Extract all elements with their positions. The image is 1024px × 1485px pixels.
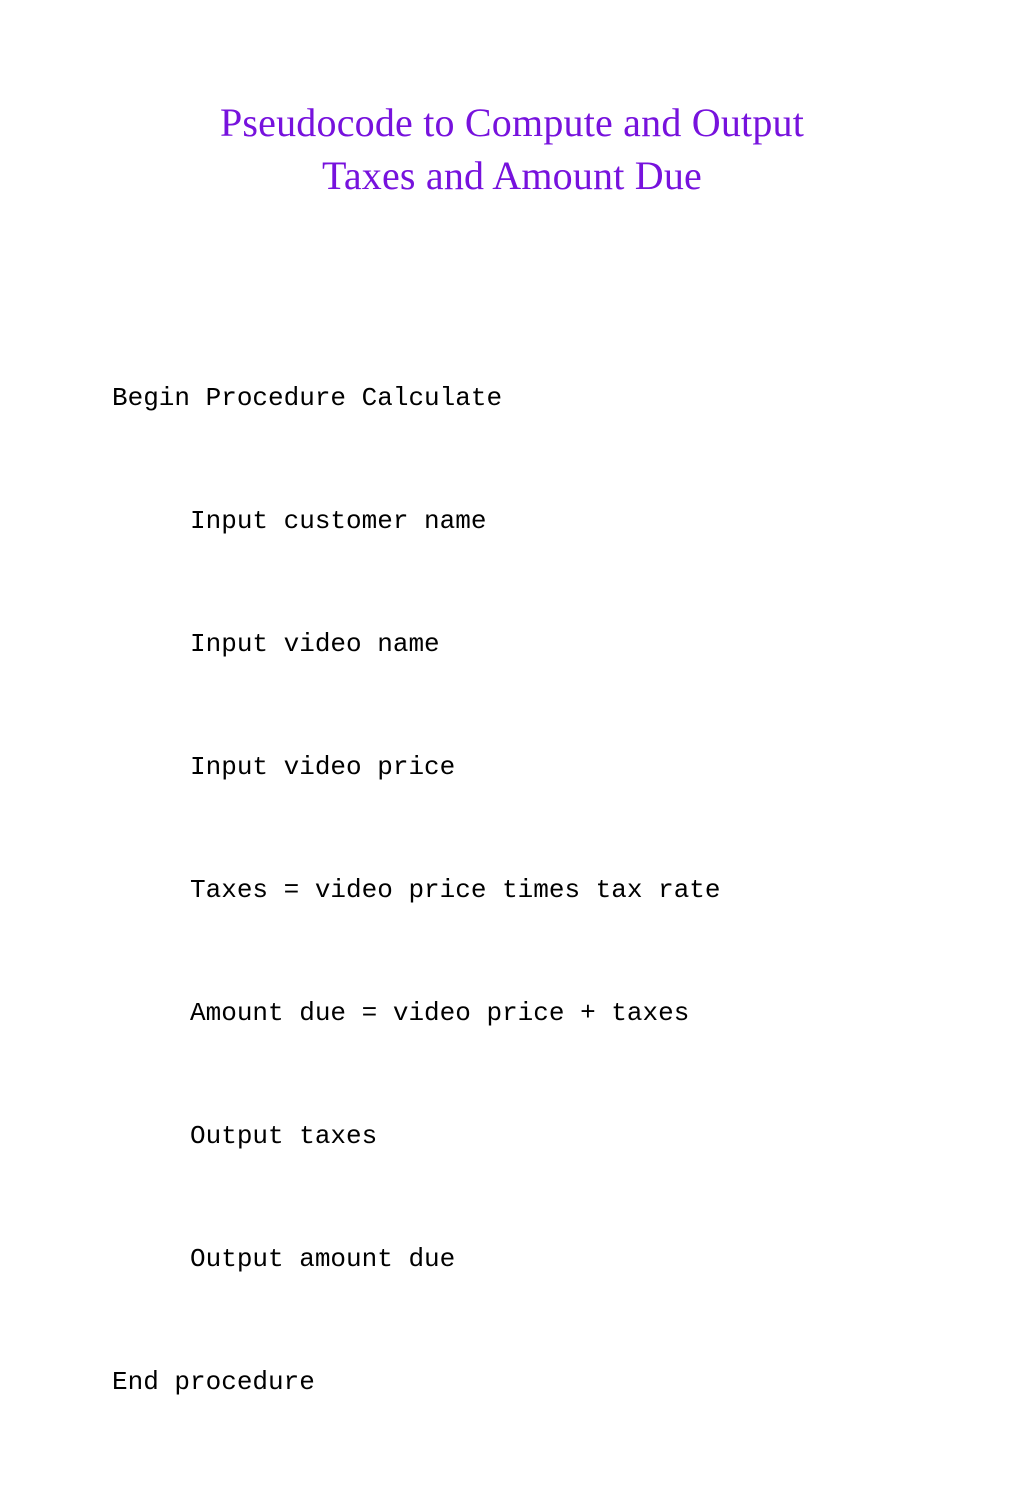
pseudocode-line: Output amount due [112,1244,456,1274]
pseudocode-block [112,296,952,1485]
pseudocode-line: Begin Procedure Calculate [112,383,503,413]
pseudocode-line: Taxes = video price times tax rate [112,875,721,905]
page-title-line-1: Pseudocode to Compute and Output [219,99,805,145]
pseudocode-line: Input video price [112,752,456,782]
pseudocode-line: End procedure [112,1367,315,1397]
pseudocode-line: Input customer name [112,506,487,536]
pseudocode-line: Input video name [112,629,440,659]
page-title-line-2: Taxes and Amount Due [321,152,702,198]
page-title [90,97,934,203]
pseudocode-line: Amount due = video price + taxes [112,998,690,1028]
pseudocode-line: Output taxes [112,1121,378,1151]
